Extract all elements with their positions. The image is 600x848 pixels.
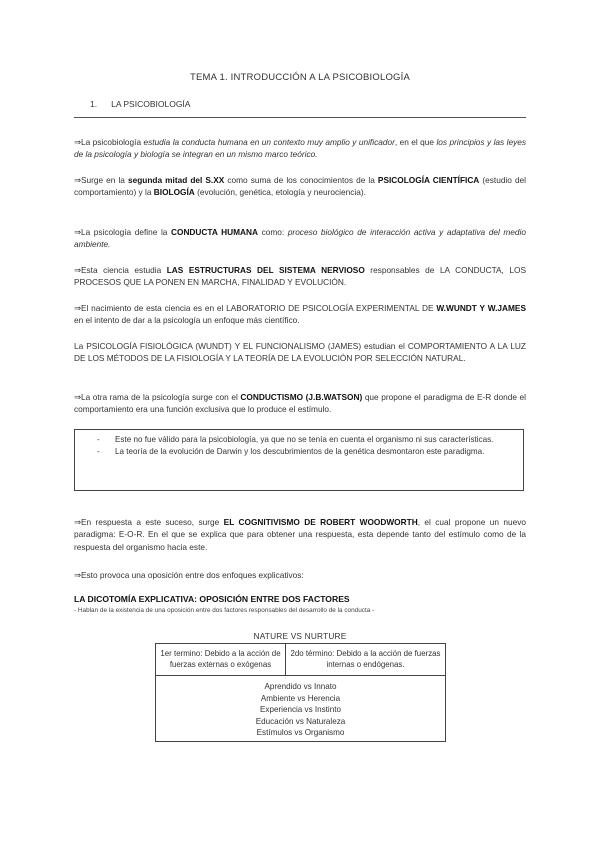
bold-text: EL COGNITIVISMO DE ROBERT WOODWORTH <box>223 517 418 527</box>
text: La psicología define la <box>80 227 171 237</box>
pair-item: Educación vs Naturaleza <box>255 716 346 726</box>
list-item <box>97 434 513 446</box>
document-title: TEMA 1. INTRODUCCIÓN A LA PSICOBIOLOGÍA <box>189 72 411 83</box>
text: El nacimiento de esta ciencia es en el LABORATORIO DE PSICOLOGÍA EXPERIMENTAL DE <box>80 303 437 313</box>
bold-text: W.WUNDT Y W.JAMES <box>436 303 526 313</box>
list-item-text: Este no fue válido para la psicobiología, ya que no se tenía en cuenta el organismo ni sus características. <box>115 435 494 444</box>
arrow-icon: ⇒ <box>74 303 81 313</box>
table-cell-internal: 2do término: Debido a la acción de fuerzas internas o endógenas. <box>290 649 441 669</box>
text: como: <box>258 227 288 237</box>
text: responsables de LA CONDUCTA, LOS PROCESOS QUE LA PONEN EN MARCHA, FINALIDAD Y EVOLUCIÓN. <box>74 265 526 288</box>
text: En respuesta a este suceso, surge <box>80 517 224 527</box>
section-number: 1. <box>90 99 98 109</box>
nature-nurture-table <box>155 643 446 742</box>
italic-text: los principios y las leyes de la psicología y biología se integran en un mismo marco teórico. <box>74 137 526 160</box>
dichotomy-note: - Hablan de la existencia de una oposición entre dos factores responsables del desarrollo de la conducta - <box>74 607 375 614</box>
dash-bullet: - <box>97 435 100 444</box>
dash-bullet: - <box>97 447 100 456</box>
table-cell-external: 1er termino: Debido a la acción de fuerzas externas o exógenas <box>156 644 286 675</box>
paragraph-conduct <box>74 226 526 251</box>
paragraph-structures <box>74 264 526 289</box>
table-pairs <box>156 681 445 739</box>
paragraph-behaviorism <box>74 391 526 416</box>
text: Esta ciencia estudia <box>80 265 167 275</box>
arrow-icon: ⇒ <box>74 175 81 185</box>
pair-item: Experiencia vs Instinto <box>260 705 341 715</box>
text: en el intento de dar a la psicología un enfoque más científico. <box>74 315 300 326</box>
paragraph-opposition <box>74 569 526 581</box>
pair-item: Ambiente vs Herencia <box>260 693 341 703</box>
table-title: NATURE VS NURTURE <box>253 631 347 641</box>
italic-text: estudia la conducta humana en un contexto muy amplio y unificador <box>143 137 395 147</box>
horizontal-rule <box>74 117 526 118</box>
list-item <box>97 446 513 458</box>
arrow-icon: ⇒ <box>74 265 81 275</box>
text: , en el que <box>394 137 437 147</box>
pair-item: Aprendido vs Innato <box>264 682 337 691</box>
dichotomy-heading: LA DICOTOMÍA EXPLICATIVA: OPOSICIÓN ENTRE DOS FACTORES <box>74 594 350 604</box>
bold-text: PSICOLOGÍA CIENTÍFICA <box>377 175 480 185</box>
text: Esto provoca una oposición entre dos enfoques explicativos: <box>80 570 304 580</box>
text: La PSICOLOGÍA FISIOLÓGICA (WUNDT) Y EL FUNCIONALISMO (JAMES) estudian el COMPORTAMIENTO A LA LUZ DE LOS MÉTODOS DE LA FISIOLOGÍA Y LA TEORÍA DE LA EVOLUCIÓN POR SELECCIÓN NATURAL. <box>74 341 526 364</box>
list-item-text: La teoría de la evolución de Darwin y los descubrimientos de la genética desmontaron este paradigma. <box>115 447 485 456</box>
arrow-icon: ⇒ <box>74 227 81 237</box>
text: , el cual propone un nuevo paradigma: E-O-R. En el que se explica que para obtener una respuesta, esta depende tanto del estímulo como de la respuesta del organismo hacia este. <box>74 517 527 552</box>
text: como suma de los conocimientos de la <box>224 175 378 185</box>
text: La otra rama de la psicología surge con el <box>80 392 241 402</box>
italic-text: proceso biológico de interacción activa y adaptativa del medio ambiente. <box>74 227 526 250</box>
section-heading <box>90 99 190 109</box>
arrow-icon: ⇒ <box>74 517 81 527</box>
text: (evolución, genética, etología y neurociencia). <box>194 187 366 198</box>
arrow-icon: ⇒ <box>74 570 81 580</box>
note-box <box>74 429 524 491</box>
bold-text: CONDUCTISMO (J.B.WATSON) <box>240 392 363 402</box>
arrow-icon: ⇒ <box>74 137 81 147</box>
note-list <box>75 430 523 458</box>
bold-text: CONDUCTA HUMANA <box>171 227 259 237</box>
paragraph-physiology <box>74 340 526 365</box>
pair-item: Estímulos vs Organismo <box>256 728 345 738</box>
text: La psicobiología <box>80 137 144 147</box>
paragraph-birth <box>74 302 526 327</box>
bold-text: LAS ESTRUCTURAS DEL SISTEMA NERVIOSO <box>166 265 365 275</box>
paragraph-origin <box>74 174 526 199</box>
paragraph-cognitivism <box>74 516 526 553</box>
table-header-row <box>156 644 445 676</box>
bold-text: BIOLOGÍA <box>153 187 195 198</box>
bold-text: segunda mitad del S.XX <box>127 175 225 185</box>
text: Surge en la <box>80 175 128 185</box>
arrow-icon: ⇒ <box>74 392 81 402</box>
section-title: LA PSICOBIOLOGÍA <box>111 99 191 109</box>
paragraph-definition <box>74 136 526 161</box>
text: (estudio del comportamiento) y la <box>74 175 527 198</box>
text: que propone el paradigma de E-R donde el comportamiento era una función exclusiva que lo produce el estímulo. <box>74 392 526 415</box>
